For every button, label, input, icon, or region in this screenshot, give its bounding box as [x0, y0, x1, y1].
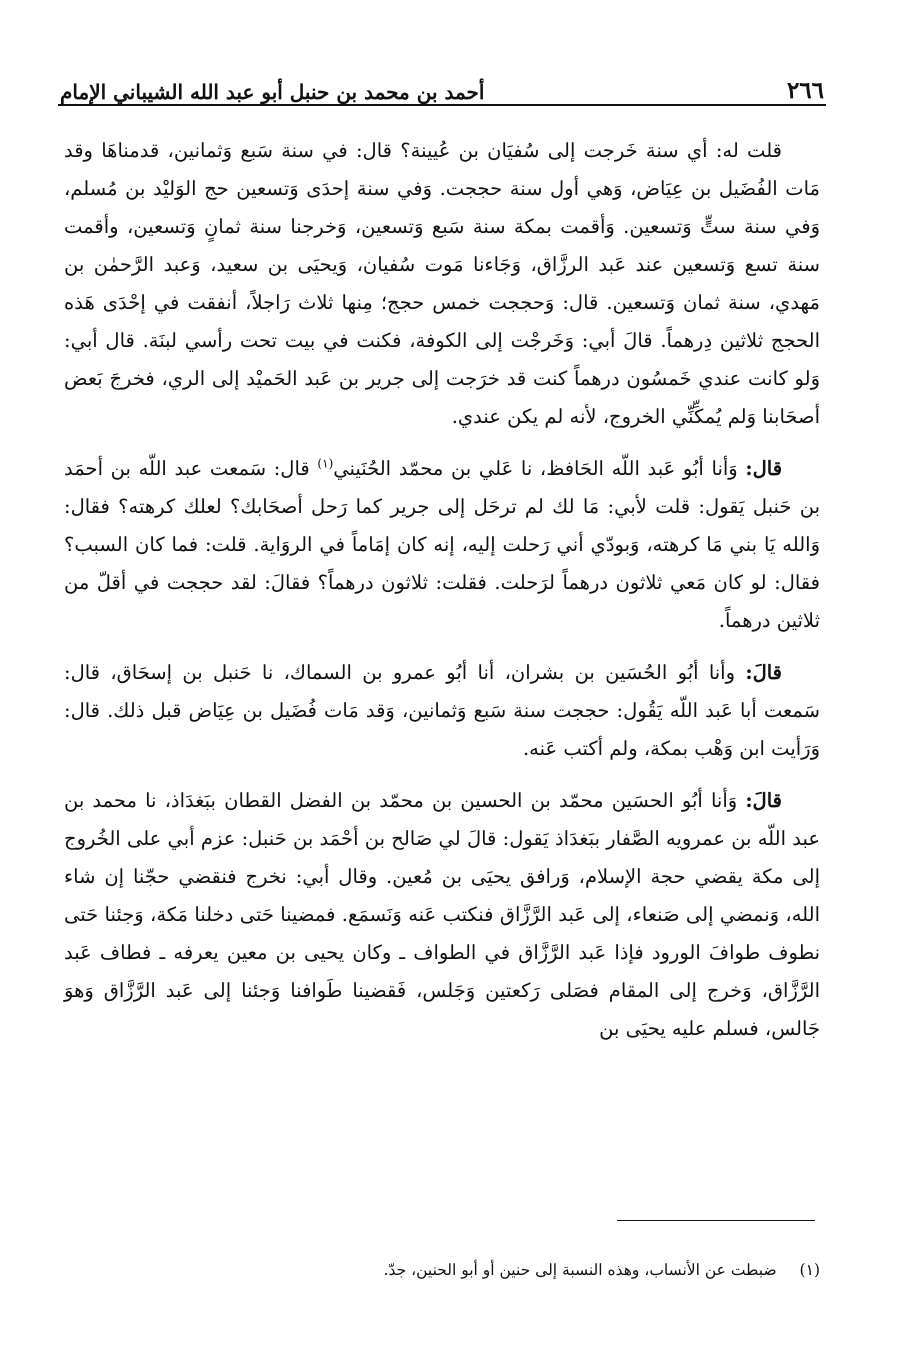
page-header — [60, 66, 824, 104]
paragraph-text-before-ref: وَأنا أبُو عَبد اللّه الحَافظ، نا عَلي بن محمّد الحُنَيني — [333, 457, 738, 480]
paragraph-lead: قالَ: — [745, 789, 782, 812]
footnote-reference[interactable]: (١) — [317, 456, 334, 471]
paragraph-lead: قال: — [745, 457, 783, 480]
footnote — [260, 1258, 820, 1282]
footnote-text: ضبطت عن الأنساب، وهذه النسبة إلى حنين أو أبو الحنين، جدّ. — [383, 1261, 777, 1279]
paragraph-3 — [64, 654, 820, 768]
paragraph-2 — [64, 450, 820, 640]
running-title: أحمد بن محمد بن حنبل أبو عبد الله الشيباني الإمام — [60, 80, 485, 104]
paragraph-text: قال: سَمعت عبد اللّه بن أحمَد بن حَنبل يَقول: قلت لأبي: مَا لك لم ترحَل إلى جرير كما رَحل أصحَابك؟ لعلك كرهته؟ فقال: وَالله يَا بني مَا كرهته، وَبودّي أني رَحلت إليه، إنه كان إمَاماً في الروَاية. قلت: فما كان السبب؟ فقال: لو كان مَعي ثلاثون درهماً لرَحلت. فقلت: ثلاثون درهماً؟ فقالَ: لقد حججت في أقلّ من ثلاثين درهماً. — [64, 457, 820, 632]
footnote-number: (١) — [799, 1261, 820, 1279]
page-number: ٢٦٦ — [786, 77, 824, 104]
main-text — [64, 132, 820, 1062]
paragraph-text: وَأنا أبُو الحسَين محمّد بن الحسين بن محمّد بن الفضل القطان ببَغدَاذ، نا محمد بن عبد اللّه بن عمرويه الصَّفار ببَغدَاذ يَقول: قالَ لي صَالح بن أحْمَد بن حَنبل: عزم أبي على الخُروج إلى مكة يقضي حجة الإسلام، وَرافق يحيَى بن مُعين. وقال أبي: نخرج فنقضي حجّنا إن شاء الله، وَنمضي إلى صَنعاء، إلى عَبد الرَّزَّاق فنكتب عَنه وَنَسمَع. فمضينا حَتى دخلنا مَكة، وَجئنا حَتى نطوف طوافَ الورود فإذا عَبد الرَّزَّاق في الطواف ـ وكان يحيى بن معين يعرفه ـ فطاف عَبد الرَّزَّاق، وَخرج إلى المقام فصَلى رَكعتين وَجَلس، فَقضينا طَوافنا وَجئنا إلى عَبد الرَّزَّاق وَهوَ جَالس، فسلم عليه يحيَى بن — [64, 789, 820, 1040]
header-rule — [58, 104, 826, 106]
paragraph-text: وأنا أبُو الحُسَين بن بشران، أنا أبُو عمرو بن السماك، نا حَنبل بن إسحَاق، قال: سَمعت أبا عَبد اللّه يَقُول: حججت سنة سَبع وَثمانين، وَقد مَات فُضَيل بن عِيَاض قبل ذلك. قال: وَرَأيت ابن وَهْب بمكة، ولم أكتب عَنه. — [64, 661, 820, 760]
paragraph-lead: قالَ: — [745, 661, 783, 684]
paragraph-4 — [64, 782, 820, 1048]
paragraph-text: قلت له: أي سنة خَرجت إلى سُفيَان بن عُيينة؟ قال: في سنة سَبع وَثمانين، قدمناهَا وقد مَات الفُضَيل بن عِيَاض، وَهي أول سنة حججت. وَفي سنة إحدَى وَتسعين حج الوَليْد بن مُسلم، وَفي سنة ستٍّ وَتسعين. وَأقمت بمكة سنة سَبع وَتسعين، وَخرجنا سنة ثمانٍ وَتسعين، وأقمت سنة تسع وَتسعين عند عَبد الرزَّاق، وَجَاءنا مَوت سُفيان، وَيحيَى بن سعيد، وَعبد الرَّحمٰن بن مَهدي، سنة ثمان وَتسعين. قال: وَحججت خمس حجج؛ مِنها ثلاث رَاجلاً، أنفقت في إحْدَى هَذه الحجج ثلاثين دِرهماً. قالَ أبي: وَخَرجْت إلى الكوفة، فكنت في بيت تحت رأسي لبنَة. قال أبي: وَلو كانت عندي خَمسُون درهماً كنت قد خرَجت إلى جرير بن عَبد الحَميْد إلى الري، فخرجَ بَعض أصحَابنا وَلم يُمكِّنِّي الخروج، لأنه لم يكن عندي. — [64, 139, 820, 428]
footnote-rule — [617, 1220, 815, 1221]
paragraph-1 — [64, 132, 820, 436]
